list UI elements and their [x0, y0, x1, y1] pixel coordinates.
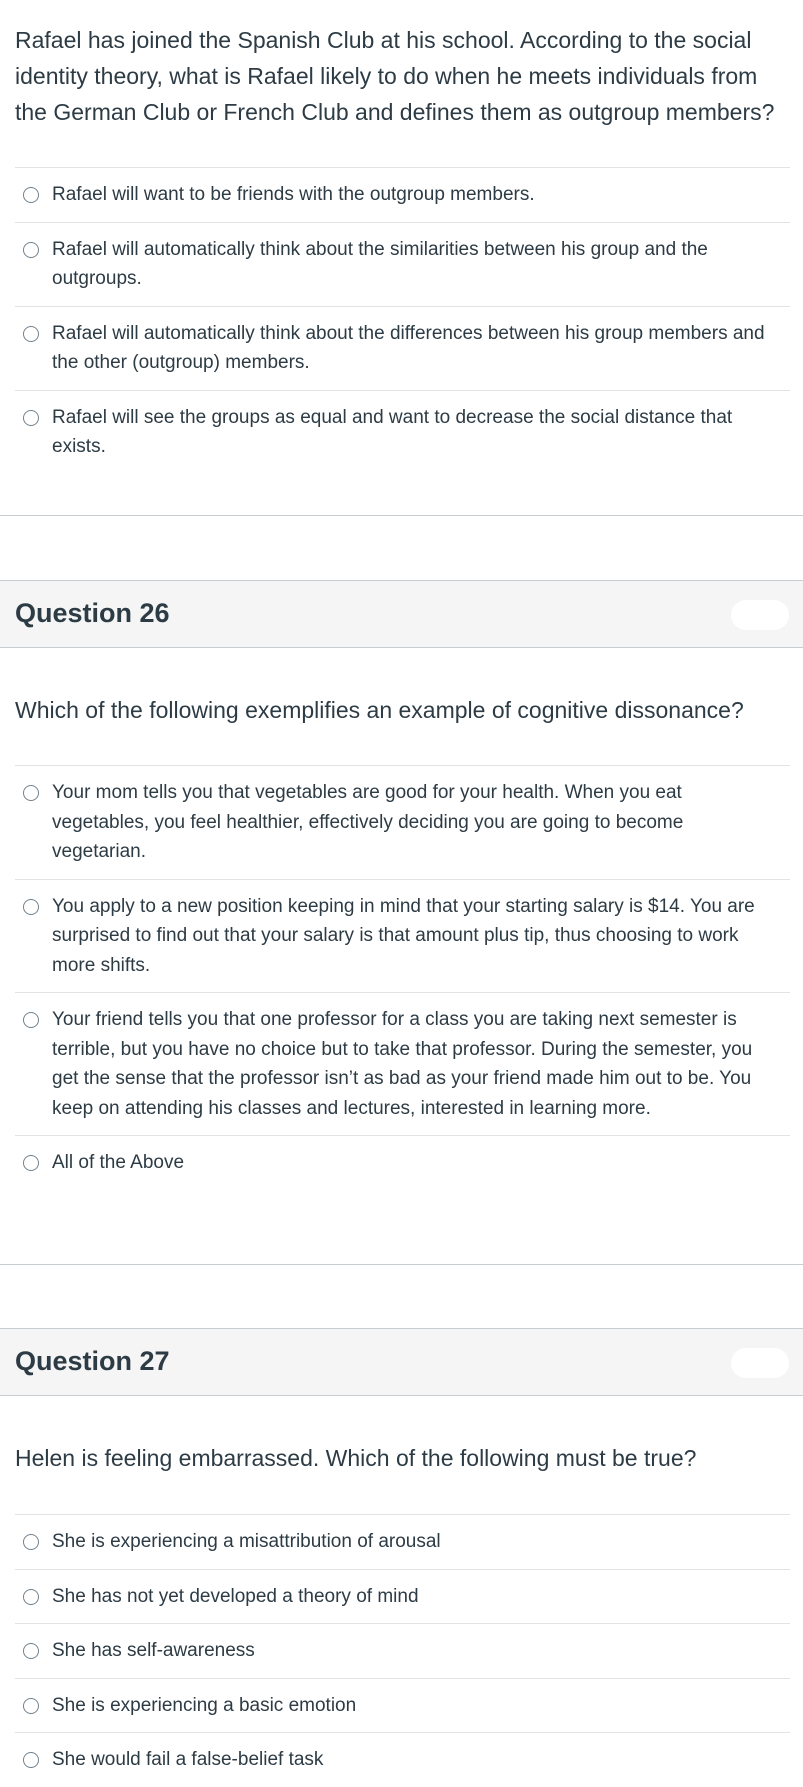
answer-label: She has self-awareness [52, 1640, 255, 1661]
answer-option[interactable] [15, 766, 790, 880]
answer-label: All of the Above [52, 1152, 185, 1173]
points-badge [731, 1348, 789, 1378]
answer-option[interactable] [15, 223, 790, 307]
radio-button[interactable] [23, 785, 39, 801]
radio-button[interactable] [23, 1752, 39, 1768]
answer-label: Your mom tells you that vegetables are good for your health. When you eat vegetables, you feel healthier, effectively deciding you are going to become vegetarian. [52, 782, 684, 862]
radio-button[interactable] [23, 1643, 39, 1659]
radio-button[interactable] [23, 242, 39, 258]
radio-button[interactable] [23, 410, 39, 426]
answer-option[interactable] [15, 391, 790, 474]
answer-label: Rafael will see the groups as equal and want to decrease the social distance that exists. [52, 406, 733, 457]
question-divider [0, 515, 803, 516]
radio-button[interactable] [23, 187, 39, 203]
answer-option[interactable] [15, 168, 790, 223]
question-26-header [0, 580, 803, 648]
question-26-title: Question 26 [15, 598, 170, 628]
question-25-answers [15, 167, 790, 474]
answer-option[interactable] [15, 1679, 790, 1734]
answer-option[interactable] [15, 1733, 790, 1787]
answer-label: She is experiencing a misattribution of arousal [52, 1531, 441, 1552]
answer-option[interactable] [15, 993, 790, 1136]
question-27-title: Question 27 [15, 1346, 170, 1376]
answer-label: Rafael will want to be friends with the outgroup members. [52, 184, 535, 205]
question-25-stem: Rafael has joined the Spanish Club at his school. According to the social identity theory, what is Rafael likely to do when he meets individuals from the German Club or French Club and defines them as outgroup members? [15, 27, 775, 125]
question-divider [0, 1264, 803, 1265]
question-27-stem: Helen is feeling embarrassed. Which of the following must be true? [15, 1445, 697, 1471]
question-27-header [0, 1328, 803, 1396]
radio-button[interactable] [23, 1698, 39, 1714]
answer-option[interactable] [15, 1624, 790, 1679]
radio-button[interactable] [23, 1589, 39, 1605]
question-26-stem: Which of the following exemplifies an example of cognitive dissonance? [15, 697, 744, 723]
answer-label: She has not yet developed a theory of mind [52, 1585, 419, 1607]
answer-label: Rafael will automatically think about the differences between his group members and the other (outgroup) members. [52, 322, 765, 373]
points-badge [731, 600, 789, 630]
answer-option[interactable] [15, 1136, 790, 1190]
answer-option[interactable] [15, 307, 790, 391]
radio-button[interactable] [23, 899, 39, 915]
answer-label: She would fail a false-belief task [52, 1749, 324, 1770]
question-27-answers [15, 1514, 790, 1787]
answer-option[interactable] [15, 1515, 790, 1570]
radio-button[interactable] [23, 1012, 39, 1028]
answer-label: Your friend tells you that one professor for a class you are taking next semester is terrible, but you have no choice but to take that professor. During the semester, you get the sense that the professor isn’t as bad as your friend made him out to be. You keep on attending his classes and lectures, interested in learning more. [52, 1009, 753, 1119]
radio-button[interactable] [23, 326, 39, 342]
radio-button[interactable] [23, 1534, 39, 1550]
answer-label: She is experiencing a basic emotion [52, 1694, 357, 1716]
answer-label: Rafael will automatically think about the similarities between his group and the outgroups. [52, 238, 708, 289]
radio-button[interactable] [23, 1155, 39, 1171]
answer-label: You apply to a new position keeping in mind that your starting salary is $14. You are surprised to find out that your salary is that amount plus tip, thus choosing to work more shifts. [52, 895, 755, 976]
question-26-answers [15, 765, 790, 1190]
answer-option[interactable] [15, 1570, 790, 1625]
answer-option[interactable] [15, 880, 790, 994]
